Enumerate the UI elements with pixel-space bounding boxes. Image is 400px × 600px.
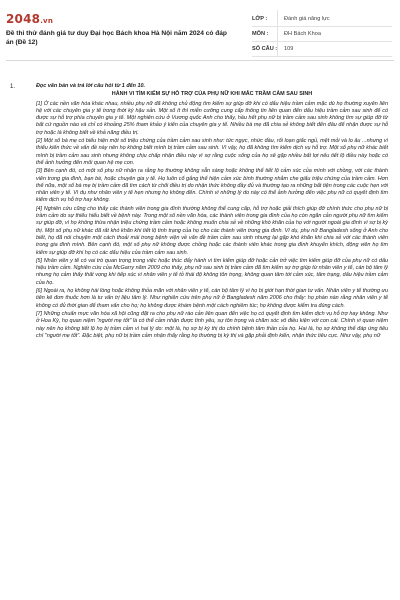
header-rule bbox=[6, 60, 394, 61]
info-row-class bbox=[252, 12, 392, 27]
exam-info-table bbox=[252, 12, 392, 57]
info-value: 109 bbox=[284, 46, 294, 52]
exam-title: Đề thi thử đánh giá tư duy Đại học Bách khoa Hà Nội năm 2024 có đáp án (Đề 12) bbox=[6, 30, 227, 46]
passage-paragraph: [4] Nghiên cứu cũng cho thấy các thành viên trong gia đình thường không thể cung cấp, hỗ trợ hoặc giải thích giúp đỡ chính thức cho phụ nữ bị trầm cảm do sự thiếu hiểu biết về bệnh này. Trong một số nền văn hóa, các thành viên trong gia đình của họ còn ngăn cản người phụ nữ tìm kiếm sự giúp đỡ, vì họ không thừa nhận triệu chứng trầm cảm hoặc không muốn chia sẻ về những khó khăn của họ với người ngoài gia đình vì sợ bị kỳ thị. Một số phụ nữ khác đã rất khó khăn khi tiết lộ tình trạng của họ cho các thành viên trong gia đình. Ví dụ, phụ nữ Bangladesh sống ở Anh cho biết, họ đã nói chuyện một cách thoải mái trong bệnh viện về vấn đề trầm cảm sau sinh nhưng lại gặp khó khăn khi chia sẻ với các thành viên trong gia đình mình. Bên cạnh đó, một số phụ nữ không được chồng hoặc các thành viên khác trong gia đình khuyến khích, động viên họ tìm kiếm sự giúp đỡ khi họ có các dấu hiệu của trầm cảm sau sinh. bbox=[36, 205, 388, 256]
info-label: MÔN : bbox=[252, 31, 269, 37]
logo-suffix: .vn bbox=[40, 17, 54, 25]
info-label: LỚP : bbox=[252, 16, 268, 22]
passage-title: HÀNH VI TÌM KIẾM SỰ HỖ TRỢ CỦA PHỤ NỮ KHI MẮC TRẦM CẢM SAU SINH bbox=[111, 91, 313, 98]
logo-text: 2048 bbox=[6, 12, 41, 26]
question-instruction: Đọc văn bản và trả lời câu hỏi từ 1 đến 10. bbox=[36, 83, 146, 89]
passage-paragraph: [2] Một số bà mẹ có biểu hiện một số triệu chứng của trầm cảm sau sinh như: tức ngực, nhức đầu, rối loạn giấc ngủ, mệt mỏi và lo âu ...nhưng vì thiếu kiến thức về vấn đề này nên họ không biết mình bị trầm cảm sau sinh. Vì vậy, họ đã không tìm kiếm dịch vụ hỗ trợ. Một số phụ nữ khác biết mình bị trầm cảm sau sinh nhưng không chịu chấp nhận điều này vì sợ rằng cuộc sống của họ sẽ gặp nhiều bất lợi nếu tiết lộ điều này hoặc có thể ảnh hưởng đến mối quan hệ mẹ con. bbox=[36, 138, 388, 166]
passage-paragraph: [6] Ngoài ra, họ không hài lòng hoặc không thỏa mãn với nhân viên y tế, cán bộ tâm lý vì họ bị giới hạn thời gian tư vấn. Nhân viên y tế thường ưu tiên kê đơn thuốc hơn là tư vấn trị liệu tâm lý. Như nghiên cứu trên phụ nữ ở Bangladesh năm 2006 cho thấy: họ phàn nàn rằng nhân viên y tế không có đủ thời gian để tham vấn cho họ; họ không được khám bệnh một cách nghiêm túc; họ không được kiểm tra đúng cách. bbox=[36, 288, 388, 309]
info-value: Đánh giá năng lực bbox=[284, 16, 330, 22]
info-row-count bbox=[252, 42, 392, 57]
site-logo[interactable] bbox=[6, 12, 53, 26]
passage-paragraph: [7] Những chuẩn mực văn hóa xã hội cũng đặt ra cho phụ nữ rào cản liên quan đến việc họ có quyết định tìm kiếm dịch vụ hỗ trợ hay không. Như ở Hoa Kỳ, họ quan niệm "người mẹ tốt" là có thể cảm nhận được tình yêu, sự tôn trọng và chăm sóc vô điều kiện với con cái. Chính vì quan niệm này nên họ không tiết lộ họ bị trầm cảm vì hai lý do: một là, họ sợ bị kỳ thị do chính bệnh tâm thần của họ. Hai là, họ sợ không thể đáp ứng tiêu chí "người mẹ tốt". Đặc biệt, phụ nữ bị trầm cảm nhận thấy rằng họ thường bị kỳ thị và gặp phải định kiến, nhận thức tiêu cực. Như vậy, phụ nữ bbox=[36, 310, 388, 339]
passage-paragraph: [3] Bên cạnh đó, có một số phụ nữ nhận ra rằng họ thường không sẵn sàng hoặc không thể tiết lộ cảm xúc của mình với chồng, với các thành viên trong gia đình, bạn bè, hoặc chuyên gia y tế. Họ luôn cố gắng thể hiện cảm xúc bình thường nhằm che giấu triệu chứng của trầm cảm. Hơn thế nữa, một số bà mẹ bị trầm cảm đã tìm cách từ chối điều trị do nhận thức không đầy đủ và thường tạo ra những bất tiện trong các cuộc hẹn với nhân viên y tế. Vì dụ như nhân viên y tế hẹn nhưng họ không đến. Chính vì những lý do này có thể ảnh hưởng đến việc phụ nữ có quyết định tìm kiếm dịch vụ hỗ trợ hay không. bbox=[36, 168, 388, 204]
info-value: ĐH Bách Khoa bbox=[284, 31, 322, 37]
passage-paragraph: [1] Ở các nền văn hóa khác nhau, nhiều phụ nữ đã không chủ động tìm kiếm sự giúp đỡ khi có dấu hiệu trầm cảm mặc dù họ thường xuyên liên hệ với các chuyên gia y tế trong thời kỳ hậu sản. Một số ít thì miễn cưỡng cung cấp thông tin liên quan đến dấu hiệu trầm cảm sau sinh để có được sự hỗ trợ phía chuyên gia y tế. Một nghiên cứu ở Vương quốc Anh cho thấy, hầu hết phụ nữ bị trầm cảm sau sinh không tìm sự giúp đỡ từ bất cứ nguồn nào và chỉ có khoảng 25% tham khảo ý kiến của chuyên gia y tế. Nhiều bà mẹ đã chia sẻ không biết đến đâu để nhận được sự hỗ trợ hoặc là không biết về khả năng điều trị. bbox=[36, 100, 388, 136]
question-number: 1. bbox=[10, 84, 16, 90]
passage-paragraph: [5] Nhân viên y tế có vai trò quan trọng trong việc hoặc thúc đẩy hành vi tìm kiếm giúp đỡ hoặc cản trở việc tìm kiếm giúp đỡ của phụ nữ có dấu hiệu trầm cảm. Nghiên cứu của McGarry năm 2009 cho thấy, phụ nữ sau sinh bị trầm cảm đã tìm kiếm sự trợ giúp từ nhân viên y tế, cán bộ tâm lý nhưng họ cảm thấy thất vọng khi tiếp xúc vì nhân viên y tế tỏ thái độ không tôn trọng, không quan tâm tới cảm xúc, tâm trạng, dấu hiệu trầm cảm của họ. bbox=[36, 257, 388, 286]
info-row-subject bbox=[252, 27, 392, 42]
question-content bbox=[36, 83, 388, 341]
page-header bbox=[0, 0, 400, 60]
info-label: SỐ CÂU : bbox=[252, 46, 278, 52]
